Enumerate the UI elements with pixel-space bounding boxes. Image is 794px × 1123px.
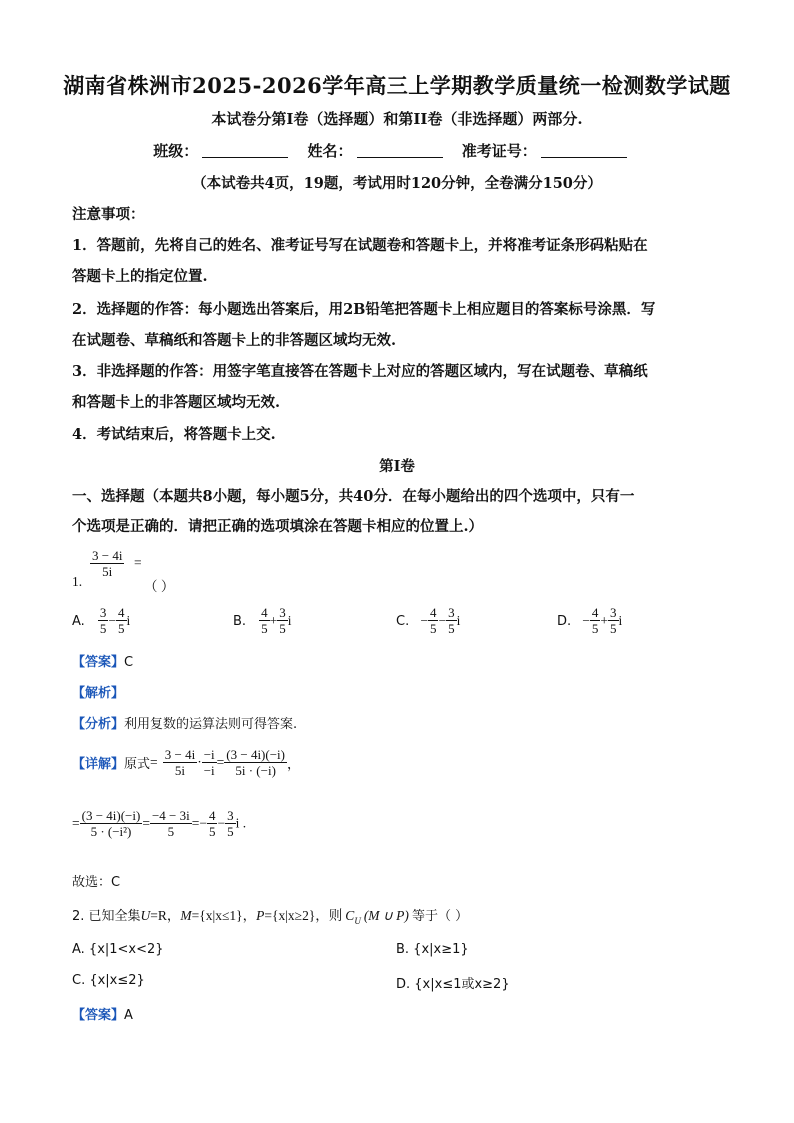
exam-meta: （本试卷共4页，19题，考试用时120分钟，全卷满分150分） <box>192 175 602 192</box>
section-title: 第I卷 <box>379 458 415 475</box>
q1-eq-5: = <box>191 815 200 831</box>
frac-den: −i <box>203 763 215 778</box>
q1-fraction-numerator: 3 − 4i <box>92 548 123 563</box>
frac-den: 5 <box>99 621 107 636</box>
frac-den: 5 <box>591 621 599 636</box>
q1-step-frac-7 <box>225 808 236 839</box>
q1-answer <box>72 651 133 670</box>
q2-answer-value: A <box>124 1008 133 1023</box>
q1-option-a-i: i <box>126 613 131 628</box>
q1-option-a-op: − <box>108 613 117 628</box>
q1-option-c-frac2 <box>446 605 457 636</box>
q1-option-b[interactable] <box>233 605 292 636</box>
q1-eq-2: = <box>216 754 225 770</box>
q1-option-b-frac1 <box>259 605 270 636</box>
class-label: 班级： <box>153 142 199 160</box>
q1-eq-4: = <box>142 815 150 831</box>
q1-fenxi <box>72 713 297 732</box>
answer-tag: 【答案】 <box>72 1008 125 1023</box>
q1-fraction-denominator: 5i <box>102 564 113 579</box>
q2-U: U <box>140 908 151 923</box>
notice-item-2-line-1: 2．选择题的作答：每小题选出答案后，用2B铅笔把答题卡上相应题目的答案标号涂黑．写 <box>72 301 656 318</box>
frac-num: −4 − 3i <box>151 808 190 823</box>
frac-num: 3 − 4i <box>164 747 196 762</box>
frac-num: 3 <box>99 605 107 620</box>
notice-item-2-line-2: 在试题卷、草稿纸和答题卡上的非答题区域均无效. <box>72 332 397 349</box>
frac-num: 3 <box>448 605 455 620</box>
frac-num: 3 <box>227 808 234 823</box>
q2-complement-sub: U <box>354 916 361 927</box>
class-blank <box>202 143 288 158</box>
q1-option-b-frac2 <box>277 605 288 636</box>
frac-num: 3 <box>279 605 286 620</box>
frac-den: 5 <box>227 824 234 839</box>
q2-option-a[interactable]: A. {x|1<x<2} <box>72 942 164 957</box>
frac-den: 5 <box>429 621 437 636</box>
jiexi-tag: 【解析】 <box>72 686 125 701</box>
q2-complement-C: C <box>345 908 355 923</box>
q1-option-a[interactable] <box>72 605 130 636</box>
q2-stem-prefix: 2. 已知全集 <box>72 909 141 924</box>
q1-derivation-line-2 <box>72 808 246 839</box>
q1-minus: − <box>217 815 226 831</box>
q1-xiangjie <box>72 747 300 778</box>
q1-option-b-i: i <box>287 613 292 628</box>
q1-eq-1: = <box>150 754 158 770</box>
exam-no-blank <box>541 143 627 158</box>
q2-option-b[interactable]: B. {x|x≥1} <box>396 942 469 957</box>
answer-tag: 【答案】 <box>72 655 125 670</box>
q1-option-c-frac1 <box>428 605 439 636</box>
q1-fenxi-text: 利用复数的运算法则可得答案. <box>124 717 298 732</box>
q1-option-d-i: i <box>618 613 623 628</box>
frac-num: (3 − 4i)(−i) <box>226 747 285 762</box>
section-intro-line-2: 个选项是正确的．请把正确的选项填涂在答题卡相应的位置上.） <box>72 518 484 535</box>
q2-union: (M ∪ P) <box>363 908 409 923</box>
q2-M: M <box>180 908 192 923</box>
q1-choose: 故选：C <box>72 875 121 890</box>
q1-option-a-frac1 <box>98 605 109 636</box>
exam-title: 湖南省株洲市2025-2026学年高三上学期教学质量统一检测数学试题 <box>63 73 731 98</box>
name-blank <box>357 143 443 158</box>
q1-comma: ， <box>286 756 301 772</box>
exam-no-label: 准考证号： <box>461 142 537 160</box>
notice-item-3-line-2: 和答题卡上的非答题区域均无效. <box>72 394 281 411</box>
frac-num: −i <box>203 747 215 762</box>
notice-item-3-line-1: 3．非选择题的作答：用签字笔直接答在答题卡上对应的答题区域内，写在试题卷、草稿纸 <box>72 363 648 380</box>
frac-num: 4 <box>261 605 268 620</box>
q1-neg: − <box>199 815 207 831</box>
frac-den: 5i · (−i) <box>235 763 276 778</box>
q1-step-frac-6 <box>207 808 218 839</box>
q1-option-c-label: C. <box>396 614 410 629</box>
q2-option-d[interactable]: D. {x|x≤1或x≥2} <box>396 977 510 992</box>
frac-den: 5 <box>610 621 617 636</box>
frac-num: 4 <box>591 605 599 620</box>
frac-num: 4 <box>429 605 437 620</box>
q1-tail: i . <box>235 815 247 831</box>
q1-dot: · <box>197 754 202 770</box>
q1-option-a-label: A. <box>72 614 85 629</box>
q1-number: 1. <box>72 574 83 589</box>
student-info-row <box>0 140 794 161</box>
q1-option-d-label: D. <box>557 614 572 629</box>
exam-subtitle: 本试卷分第I卷（选择题）和第II卷（非选择题）两部分. <box>211 110 583 128</box>
xiangjie-tag: 【详解】 <box>72 757 125 772</box>
q1-step-frac-2 <box>202 747 217 778</box>
q2-Pset: ={x|x≥2}，则 <box>264 908 343 923</box>
q1-option-c-i: i <box>456 613 461 628</box>
q1-option-b-op: + <box>269 613 278 628</box>
q1-jiexi <box>72 682 124 701</box>
q1-step-frac-5 <box>150 808 192 839</box>
q1-paren: （ ） <box>144 579 175 594</box>
q1-option-d-frac2 <box>608 605 619 636</box>
q1-option-d-op: + <box>600 613 608 628</box>
q1-step-frac-3 <box>224 747 287 778</box>
q2-P: P <box>256 908 265 923</box>
q1-option-b-label: B. <box>233 614 247 629</box>
frac-den: 5 · (−i²) <box>90 824 132 839</box>
q1-step-frac-4 <box>80 808 143 839</box>
frac-den: 5 <box>118 621 125 636</box>
frac-den: 5 <box>208 824 216 839</box>
q1-option-c-op: − <box>438 613 447 628</box>
frac-num: 3 <box>610 605 617 620</box>
q1-eq-3: = <box>72 815 80 831</box>
q1-yuanshi: 原式 <box>124 757 151 772</box>
q2-option-c[interactable]: C. {x|x≤2} <box>72 973 145 988</box>
notice-heading: 注意事项： <box>72 206 145 223</box>
name-label: 姓名： <box>307 142 353 160</box>
q2-eqR: =R， <box>150 908 181 923</box>
frac-den: 5 <box>167 824 175 839</box>
q1-option-d-frac1 <box>590 605 601 636</box>
notice-item-1-line-1: 1．答题前，先将自己的姓名、准考证号写在试题卷和答题卡上，并将准考证条形码粘贴在 <box>72 237 648 254</box>
q1-step-frac-1 <box>163 747 197 778</box>
frac-den: 5 <box>261 621 268 636</box>
fenxi-tag: 【分析】 <box>72 717 125 732</box>
q1-option-c-sign: − <box>420 613 428 628</box>
q2-Mset: ={x|x≤1}， <box>191 908 257 923</box>
notice-item-4: 4．考试结束后，将答题卡上交. <box>72 426 276 443</box>
q1-option-a-frac2 <box>116 605 127 636</box>
frac-den: 5 <box>279 621 286 636</box>
q2-stem-suffix: 等于（ ） <box>411 909 469 924</box>
q2-answer <box>72 1004 133 1023</box>
frac-num: (3 − 4i)(−i) <box>81 808 141 823</box>
q1-option-d-sign: − <box>582 613 590 628</box>
q1-option-d[interactable] <box>557 605 622 636</box>
q1-equals: = <box>134 555 142 570</box>
q1-option-c[interactable] <box>396 605 460 636</box>
q2-stem <box>72 904 468 926</box>
frac-den: 5 <box>448 621 455 636</box>
q1-fraction <box>90 548 124 579</box>
notice-item-1-line-2: 答题卡上的指定位置. <box>72 268 208 285</box>
q1-answer-value: C <box>124 655 134 670</box>
frac-den: 5i <box>174 763 186 778</box>
frac-num: 4 <box>208 808 216 823</box>
section-intro-line-1: 一、选择题（本题共8小题，每小题5分，共40分．在每小题给出的四个选项中，只有一 <box>72 488 635 505</box>
frac-num: 4 <box>118 605 125 620</box>
